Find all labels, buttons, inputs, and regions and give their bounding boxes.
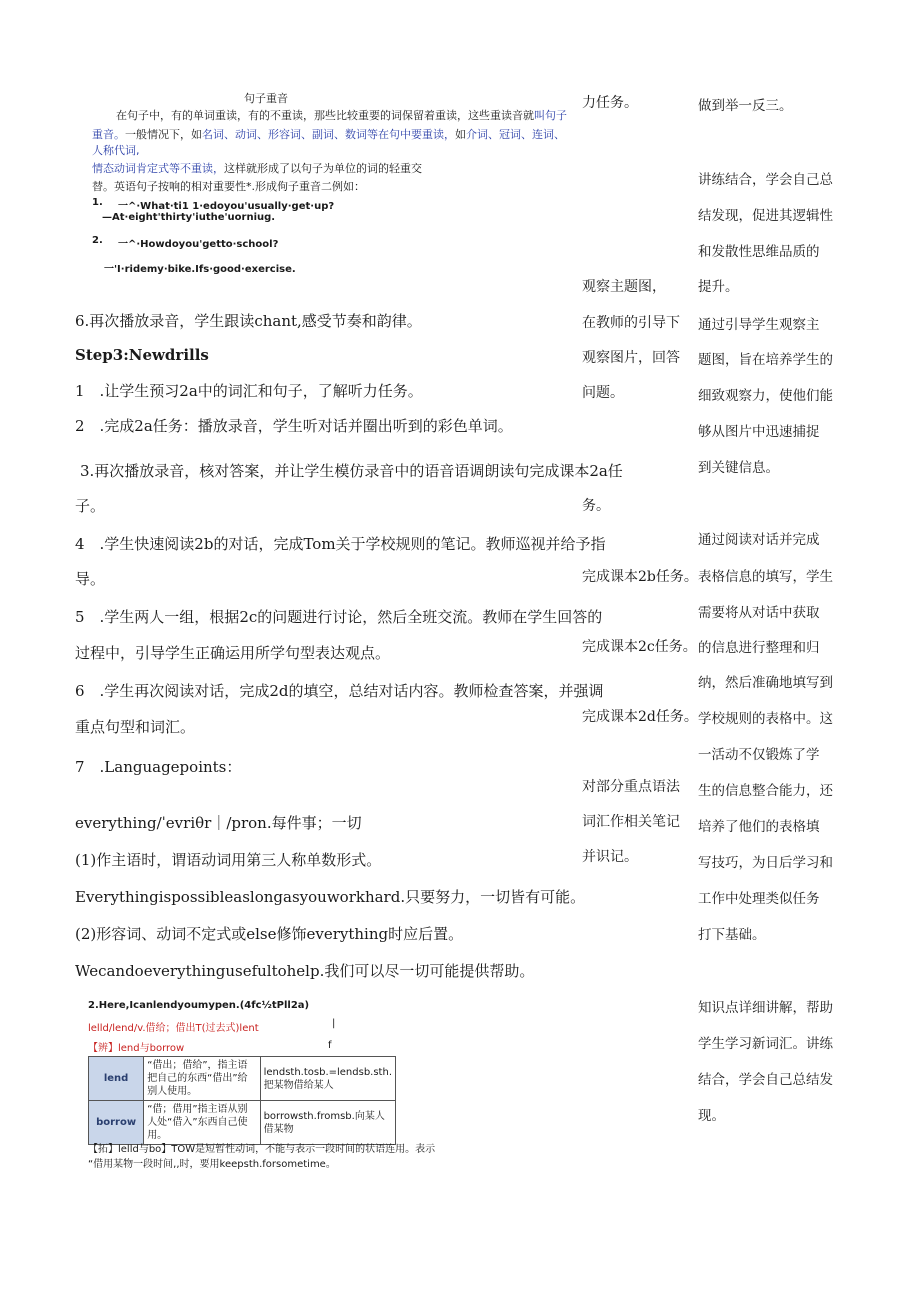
col2-observe-line-1: 观察主题图， <box>582 279 666 295</box>
col2-task-a: 力任务。 <box>582 95 638 111</box>
step3-item-3-line-1: 3.再次播放录音，核对答案，并让学生模仿录音中的语音语调朗读句完成课本2a任 <box>80 462 623 480</box>
lend-inset-bar: | <box>332 1018 336 1029</box>
col3-d-line-2: 表格信息的填写，学生 <box>698 569 833 585</box>
inset-para-line-2 <box>92 126 565 142</box>
col2-task-2b: 完成课本2b任务。 <box>582 569 698 585</box>
step3-item-2: 2 .完成2a任务：播放录音，学生听对话并圈出听到的彩色单词。 <box>75 417 513 435</box>
step3-item-5-line-2: 过程中，引导学生正确运用所学句型表达观点。 <box>75 644 391 662</box>
col3-c-line-4: 够从图片中迅速捕捉 <box>698 424 820 440</box>
col3-d-line-4: 的信息进行整理和归 <box>698 640 820 656</box>
inset-para-line-4 <box>92 160 422 176</box>
inset-para-line-3: 人称代词, <box>92 144 140 157</box>
col3-a: 做到举一反三。 <box>698 98 793 114</box>
inset-example-2-num: 2. <box>92 235 103 246</box>
col3-e-line-4: 现。 <box>698 1108 725 1124</box>
col3-d-line-6: 学校规则的表格中。这 <box>698 711 833 727</box>
col3-d-line-3: 需要将从对话中获取 <box>698 605 820 621</box>
col3-c-line-1: 通过引导学生观察主 <box>698 317 820 333</box>
inset-example-2-answer: 一'I·ridemy·bike.Ifs·good·exercise. <box>104 264 296 275</box>
vocab-point-1: (1)作主语时，谓语动词用第三人称单数形式。 <box>75 851 382 869</box>
inset-text-blue: 叫句子 <box>534 109 567 122</box>
inset-text-blue: 名词、动词、形容词、副词、数词等在句中要重读， <box>202 128 455 141</box>
lend-borrow-table <box>88 1056 396 1145</box>
inset-para-line-5: 替。英语句子按响的相对重要性*.形成佝子重音二例如： <box>92 180 365 193</box>
vocab-point-1-example: Everythingispossibleaslongasyouworkhard.只要努力，一切皆有可能。 <box>75 888 586 906</box>
vocab-point-2: (2)形容词、动词不定式或else修饰everything时应后置。 <box>75 925 464 943</box>
col3-d-line-5: 纳，然后准确地填写到 <box>698 675 833 691</box>
col2-task-2c: 完成课本2c任务。 <box>582 639 697 655</box>
inset-text: 如 <box>455 128 466 141</box>
col3-d-line-8: 生的信息整合能力，还 <box>698 783 833 799</box>
lend-inset-tuo-line-1: 【拓】lelld与bo】TOW是短暂性动词，不能与表示一段时间的状语连用。表示 <box>88 1144 436 1155</box>
inset-example-1-answer: —At·eight'thirty'iuthe'uorniug. <box>102 212 276 223</box>
step3-item-4-line-1: 4 .学生快速阅读2b的对话，完成Tom关于学校规则的笔记。教师巡视并给予指 <box>75 535 606 553</box>
inset-para-line-1 <box>116 107 567 123</box>
lend-inset-tuo-line-2: “借用某物一段时间,,时，要用keepsth.forsometime。 <box>88 1159 336 1170</box>
table-row <box>89 1057 396 1101</box>
step3-item-6-line-2: 重点句型和词汇。 <box>75 718 196 736</box>
step-line-6-chant: 6.再次播放录音，学生跟读chant,感受节奏和韵律。 <box>75 312 422 330</box>
step3-item-6-line-1: 6 .学生再次阅读对话，完成2d的填空，总结对话内容。教师检查答案，并强调 <box>75 682 604 700</box>
col3-d-line-11: 工作中处理类似任务 <box>698 891 820 907</box>
step3-item-1: 1 .让学生预习2a中的词汇和句子，了解听力任务。 <box>75 382 423 400</box>
table-cell-usage: lendsth.tosb.=lendsb.sth.把某物借给某人 <box>260 1057 395 1101</box>
col2-notes-line-3: 并识记。 <box>582 849 638 865</box>
inset-example-2-question: 一^·Howdoyou'getto·school? <box>118 239 279 250</box>
col3-e-line-3: 结合，学会自己总结发 <box>698 1072 833 1088</box>
col2-observe-line-4: 问题。 <box>582 385 624 401</box>
col3-d-line-10: 写技巧，为日后学习和 <box>698 855 833 871</box>
inset-text-blue: 重音。 <box>92 128 125 141</box>
step3-item-4-line-2: 导。 <box>75 570 106 588</box>
inset-text: 在句子中，有的单词重读，有的不重读，那些比较重要的词保留着重读，这些重读音就 <box>116 109 534 122</box>
col3-e-line-2: 学生学习新词汇。讲练 <box>698 1036 833 1052</box>
lend-inset-bian: 【辨】lend与borrow <box>88 1043 185 1054</box>
col2-notes-line-2: 词汇作相关笔记 <box>582 814 680 830</box>
col3-d-line-9: 培养了他们的表格填 <box>698 819 820 835</box>
step3-heading: Step3:Newdrills <box>75 346 209 364</box>
inset-example-1-question: 一^·What·ti1 1·edoyou'usually·get·up? <box>118 201 335 212</box>
col3-b-line-3: 和发散性思维品质的 <box>698 244 820 260</box>
col3-e-line-1: 知识点详细讲解，帮助 <box>698 1000 833 1016</box>
inset-text: 一般情况下，如 <box>125 128 202 141</box>
col3-c-line-2: 题图，旨在培养学生的 <box>698 352 833 368</box>
col3-b-line-1: 讲练结合，学会自己总 <box>698 172 833 188</box>
col3-d-line-7: 一活动不仅锻炼了学 <box>698 747 820 763</box>
table-cell-usage: borrowsth.fromsb.向某人借某物 <box>260 1101 395 1145</box>
col3-b-line-2: 结发现，促进其逻辑性 <box>698 208 833 224</box>
inset-text: 这样就形成了以句子为单位的词的轻重交 <box>224 162 422 175</box>
col2-observe-line-3: 观察图片，回答 <box>582 350 680 366</box>
col3-d-line-1: 通过阅读对话并完成 <box>698 532 820 548</box>
table-row <box>89 1101 396 1145</box>
vocab-point-2-example: Wecandoeverythingusefultohelp.我们可以尽一切可能提供帮助。 <box>75 962 535 980</box>
inset-example-1-num: 1. <box>92 197 103 208</box>
lend-inset-f: f <box>328 1040 332 1051</box>
inset-text-blue: 情态动词肯定式等不重读， <box>92 162 224 175</box>
step3-item-3-line-2: 子。 <box>75 497 106 515</box>
col3-d-line-12: 打下基础。 <box>698 927 766 943</box>
inset-text-blue: 介词、冠词、连词、 <box>466 128 565 141</box>
col3-c-line-3: 细致观察力，使他们能 <box>698 388 833 404</box>
table-cell-word: lend <box>89 1057 144 1101</box>
step3-item-5-line-1: 5 .学生两人一组，根据2c的问题进行讨论，然后全班交流。教师在学生回答的 <box>75 608 603 626</box>
col2-notes-line-1: 对部分重点语法 <box>582 779 680 795</box>
lend-inset-definition: lelld/lend/v.借给；借出T(过去式)lent <box>88 1023 259 1034</box>
col3-c-line-5: 到关键信息。 <box>698 460 779 476</box>
col2-observe-line-2: 在教师的引导下 <box>582 315 680 331</box>
table-cell-desc: “借出；借给”，指主语把自己的东西“借出”给别人使用。 <box>144 1057 260 1101</box>
step3-item-7-language-points: 7 .Languagepoints： <box>75 758 242 776</box>
inset-title: 句子重音 <box>244 92 288 105</box>
table-cell-desc: “借；借用”指主语从别人处“借入”东西自己使用。 <box>144 1101 260 1145</box>
table-cell-word: borrow <box>89 1101 144 1145</box>
col2-task-2d: 完成课本2d任务。 <box>582 709 698 725</box>
vocab-everything: everything/ˈevriθr｜/pron.每件事；一切 <box>75 814 362 832</box>
lend-inset-heading: 2.Here,Icanlendyoumypen.(4fc½tPll2a) <box>88 1000 310 1011</box>
col3-b-line-4: 提升。 <box>698 279 739 295</box>
col2-task-c: 务。 <box>582 498 610 514</box>
